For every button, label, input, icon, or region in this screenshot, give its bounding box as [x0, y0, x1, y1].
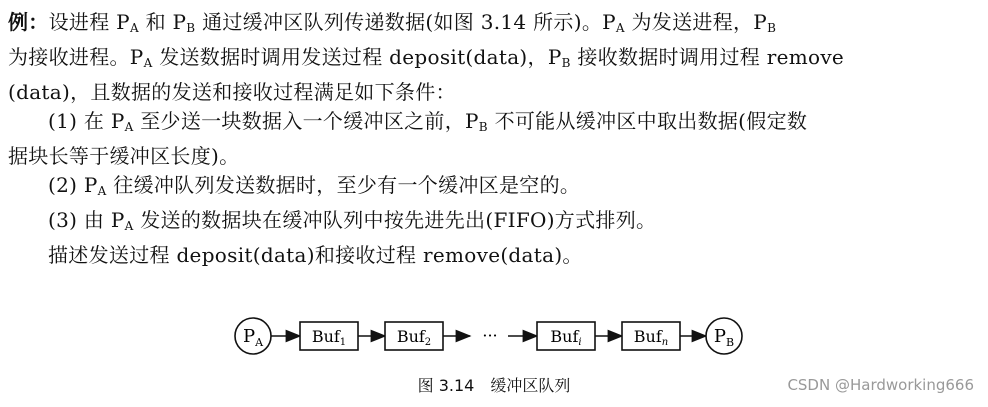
- text: 至少送一块数据入一个缓冲区之前，P: [133, 109, 479, 133]
- text: 设进程 P: [48, 10, 130, 34]
- text: 发送的数据块在缓冲队列中按先进先出(FIFO)方式排列。: [133, 208, 657, 232]
- text: 通过缓冲区队列传递数据(如图 3.14 所示)。P: [195, 10, 616, 34]
- subscript: B: [767, 21, 777, 35]
- svg-text:Bufi: [550, 327, 581, 348]
- process-pb-node: [706, 318, 742, 354]
- buffer-sub: 2: [424, 337, 432, 348]
- subscript: A: [129, 21, 139, 35]
- buffer-2-box: [385, 322, 443, 350]
- text: (3) 由 P: [48, 208, 125, 232]
- line-2: [8, 43, 980, 78]
- text: 发送数据时调用发送过程 deposit(data)，P: [152, 45, 562, 69]
- process-pa-node: [235, 318, 271, 354]
- buffer-queue-diagram: [0, 300, 988, 380]
- subscript: A: [615, 21, 625, 35]
- text: 不可能从缓冲区中取出数据(假定数: [487, 109, 808, 133]
- text: 往缓冲队列发送数据时，至少有一个缓冲区是空的。: [106, 173, 581, 197]
- buffer-sub: i: [578, 337, 582, 348]
- buffer-1-box: [300, 322, 358, 350]
- problem-text: [8, 8, 980, 270]
- pb-sub: B: [726, 336, 735, 349]
- text: 为接收进程。P: [8, 45, 144, 69]
- text: 和 P: [138, 10, 187, 34]
- text: 为发送进程，P: [624, 10, 768, 34]
- watermark: CSDN @Hardworking666: [787, 376, 974, 394]
- text: 据块长等于缓冲区长度)。: [8, 144, 240, 168]
- text: 接收数据时调用过程 remove: [570, 45, 845, 69]
- text: (data)，且数据的发送和接收过程满足如下条件：: [8, 80, 456, 104]
- buffer-label: Buf: [396, 327, 425, 346]
- subscript: B: [561, 56, 571, 70]
- condition-3: [8, 206, 980, 241]
- pb-label: P: [713, 326, 727, 347]
- text: (2) P: [48, 173, 98, 197]
- subscript: A: [124, 219, 134, 233]
- line-1: [8, 8, 980, 43]
- figure-caption: 图 3.14 缓冲区队列: [417, 376, 571, 395]
- pa-label: P: [242, 326, 256, 347]
- buffer-n-box: [622, 322, 680, 350]
- condition-1-cont: [8, 142, 980, 171]
- example-label: 例：: [8, 10, 49, 34]
- buffer-label: Buf: [633, 327, 662, 346]
- ellipsis: ···: [482, 326, 498, 345]
- condition-1: [8, 107, 980, 142]
- line-3: [8, 78, 980, 107]
- buffer-label: Buf: [311, 327, 340, 346]
- buffer-sub: n: [661, 337, 669, 348]
- subscript: A: [97, 184, 107, 198]
- subscript: B: [478, 120, 488, 134]
- subscript: A: [124, 120, 134, 134]
- pa-sub: A: [255, 336, 264, 349]
- condition-2: [8, 171, 980, 206]
- buffer-i-box: [537, 322, 595, 350]
- subscript: B: [186, 21, 196, 35]
- buffer-label: Buf: [550, 327, 579, 346]
- text: 描述发送过程 deposit(data)和接收过程 remove(data)。: [48, 243, 583, 267]
- subscript: A: [143, 56, 153, 70]
- task-line: [8, 241, 980, 270]
- text: (1) 在 P: [48, 109, 125, 133]
- buffer-sub: 1: [339, 337, 347, 348]
